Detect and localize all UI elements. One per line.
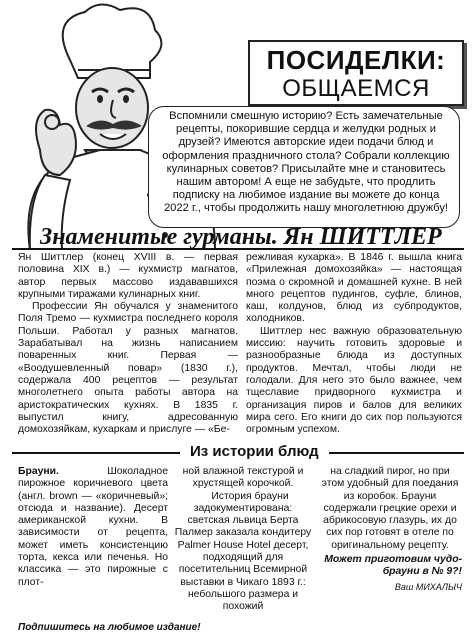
term: Брауни. xyxy=(18,466,59,477)
paragraph: Ян Шиттлер (конец XVIII в. — первая половина XIX в.) — кухмистр магнатов, автор первых массово издававшихся крупными тиражами кулинарных книг. xyxy=(18,252,238,300)
article-column-1 xyxy=(18,252,238,436)
history-heading: Из истории блюд xyxy=(180,443,329,460)
article-heading xyxy=(40,224,442,251)
section-title-box xyxy=(248,40,464,106)
section-subtitle: ОБЩАЕМСЯ xyxy=(282,75,430,102)
article-heading-name: Ян ШИТТЛЕР xyxy=(283,224,442,250)
article-heading-prefix: Знаменитые гурманы. xyxy=(40,224,278,250)
history-column-1 xyxy=(18,466,168,589)
paragraph: Шиттлер нес важную образовательную миссию: научить готовить здоровые и разнообразные блюда из доступных продуктов. Мечтал, чтобы люди не голодали. Для него это было важнее, чем тщеславие придворного кухмистра и организация пиров и балов для великих мира сего. Его книги до сих пор пользуются огромным успехом. xyxy=(246,325,462,436)
speech-bubble-text: Вспомнили смешную историю? Есть замечательные рецепты, покорившие сердца и желудки родных и друзей? Имеются авторские идеи подачи блюд и оформления праздничного стола? Собрали коллекцию кулинарных советов? Присылайте мне и становитесь нашим автором! А еще не забудьте, что продлить подписку на любимое издание вы можете до конца 2022 г., чтобы продолжить нашу многолетнюю дружбу! xyxy=(162,110,450,215)
paragraph: режливая кухарка». В 1846 г. вышла книга «Прилежная домохозяйка» — настоящая поэма о скромной и домашней кухне. В ней много рецептов пудингов, суфле, блинов, каш, колдунов, блюд из субпродуктов, холодников. xyxy=(246,252,462,325)
call-to-action: Может приготовим чудо-брауни в № 9?! xyxy=(324,554,462,578)
history-column-3 xyxy=(318,466,462,593)
section-title: ПОСИДЕЛКИ: xyxy=(266,45,446,75)
paragraph: ной влажной текстурой и хрустящей корочкой. xyxy=(182,466,304,490)
paragraph: История брауни задокументирована: светская львица Берта Палмер заказала кондитеру Palmer House Hotel десерт, подходящий для посетительниц Всемирной выставки в Чикаго 1893 г.: небольшого размера и похожий xyxy=(174,490,312,613)
paragraph: Профессии Ян обучался у знаменитого Поля Тремо — кухмистра последнего короля Польши. Работал у разных магнатов. Зарабатывал на жизнь написанием поваренных книг. Первая — «Воодушевленный повар» (1830 г.), содержала 400 рецептов — результат многолетнего опыта работы автора на аристократических кухнях. В 1835 г. выпустил книгу, адресованную домохозяйкам, кухаркам и прислуге — «Бе- xyxy=(18,301,238,436)
paragraph: на сладкий пирог, но при этом удобный для поедания из коробок. Брауни содержали грецкие орехи и абрикосовую глазурь, их до сих пор готовят в отеле по оригинальному рецепту. xyxy=(321,466,459,551)
paragraph xyxy=(18,466,168,589)
footer-slogan: Подпишитесь на любимое издание! xyxy=(18,622,201,633)
signature: Ваш МИХАЛЫЧ xyxy=(394,581,462,592)
term-text: Шоколадное пирожное коричневого цвета (англ. brown — «коричневый»; отсюда и название). Десерт американской кухни. В зависимости от рецепта, может иметь консистенцию торта, кекса или печенья. Но классика — это пирожные с плот- xyxy=(18,466,168,588)
article-column-2 xyxy=(246,252,462,436)
history-column-2 xyxy=(172,466,314,614)
